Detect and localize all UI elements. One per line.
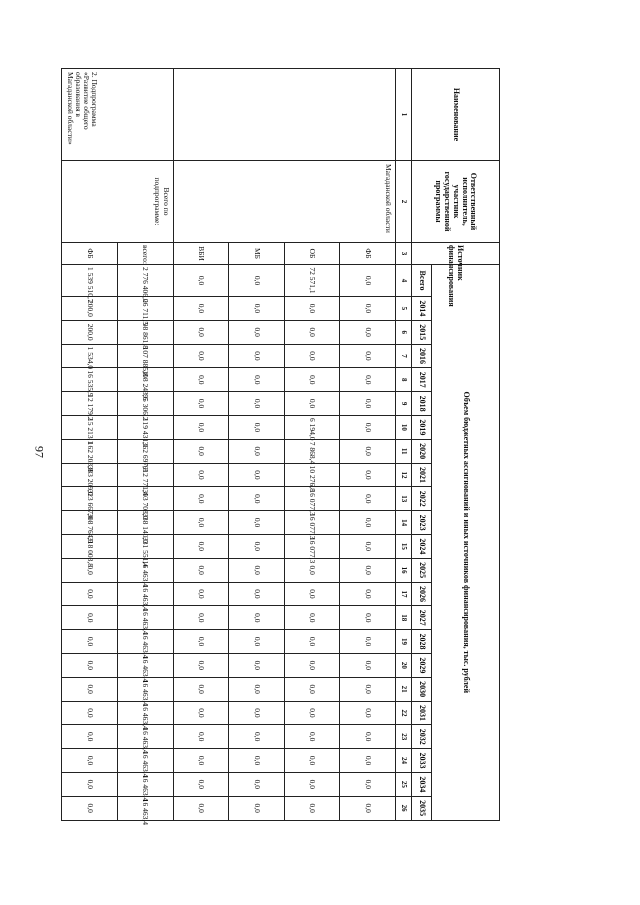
value-cell: 0,0 <box>340 297 396 321</box>
subprogram-cell: 2. Подпрограмма «Развитие общего образования в Магаданской области» <box>62 69 173 161</box>
financing-table <box>61 68 500 825</box>
value-cell: 0,0 <box>62 749 118 773</box>
total-cell: 2 776 406,0 <box>118 265 174 297</box>
header-col-number: 14 <box>396 511 412 535</box>
value-cell: 0,0 <box>173 677 229 701</box>
value-cell: 331 551,4 <box>118 534 174 558</box>
value-cell: 16 463,4 <box>118 796 174 820</box>
header-col-number: 19 <box>396 630 412 654</box>
value-cell: 0,0 <box>173 320 229 344</box>
value-cell: 0,0 <box>173 344 229 368</box>
value-cell: 0,0 <box>284 606 340 630</box>
value-cell: 0,0 <box>340 772 396 796</box>
header-col-number: 20 <box>396 653 412 677</box>
value-cell: 0,0 <box>284 392 340 416</box>
header-source: Источник финансирования <box>412 243 500 265</box>
value-cell: 318 003,8 <box>62 534 118 558</box>
source-cell: ВБИ <box>173 243 229 265</box>
header-year: 2030 <box>412 677 432 701</box>
value-cell: 0,0 <box>173 415 229 439</box>
value-cell: 0,0 <box>229 463 285 487</box>
value-cell: 0,0 <box>229 511 285 535</box>
value-cell: 10 276,8 <box>284 463 340 487</box>
value-cell: 0,0 <box>229 344 285 368</box>
value-cell: 0,0 <box>173 630 229 654</box>
executor-cell: Магаданской области <box>173 161 395 243</box>
value-cell: 0,0 <box>229 796 285 820</box>
header-col-number: 1 <box>396 69 412 161</box>
source-cell: ФБ <box>62 243 118 265</box>
header-col-number: 25 <box>396 772 412 796</box>
value-cell: 16 077,3 <box>284 534 340 558</box>
value-cell: 0,0 <box>229 320 285 344</box>
value-cell: 0,0 <box>284 368 340 392</box>
value-cell: 0,0 <box>173 725 229 749</box>
value-cell: 0,0 <box>340 511 396 535</box>
value-cell: 16 463,4 <box>118 630 174 654</box>
value-cell: 16 463,4 <box>118 725 174 749</box>
header-col-number: 8 <box>396 368 412 392</box>
header-year: 2033 <box>412 749 432 773</box>
value-cell: 162 203,8 <box>62 439 118 463</box>
header-year: 2015 <box>412 320 432 344</box>
value-cell: 0,0 <box>340 344 396 368</box>
value-cell: 0,0 <box>340 558 396 582</box>
value-cell: 0,0 <box>340 653 396 677</box>
value-cell: 16 463,4 <box>118 701 174 725</box>
source-cell: ФБ <box>340 243 396 265</box>
header-col-number: 18 <box>396 606 412 630</box>
value-cell: 16 463,4 <box>118 677 174 701</box>
value-cell: 0,0 <box>229 368 285 392</box>
value-cell: 1 534,0 <box>62 344 118 368</box>
value-cell: 16 463,4 <box>118 606 174 630</box>
value-cell: 0,0 <box>62 677 118 701</box>
header-year: 2016 <box>412 344 432 368</box>
value-cell: 0,0 <box>229 534 285 558</box>
value-cell: 0,0 <box>173 297 229 321</box>
header-name: Наименование <box>412 69 500 161</box>
value-cell: 6 194,0 <box>284 415 340 439</box>
value-cell: 0,0 <box>229 415 285 439</box>
value-cell: 0,0 <box>229 439 285 463</box>
header-year: 2026 <box>412 582 432 606</box>
header-volume: Объем бюджетных ассигнований и иных источников финансирования, тыс. рублей <box>432 265 500 821</box>
header-row-1 <box>432 69 500 821</box>
header-col-number: 12 <box>396 463 412 487</box>
value-cell: 0,0 <box>284 320 340 344</box>
value-cell: 0,0 <box>284 677 340 701</box>
value-cell: 108 243,6 <box>118 368 174 392</box>
value-cell: 16 077,3 <box>284 487 340 511</box>
value-cell: 612 771,4 <box>118 463 174 487</box>
header-year: 2014 <box>412 297 432 321</box>
total-cell: 72 571,1 <box>284 265 340 297</box>
header-col-number: 2 <box>396 161 412 243</box>
table-row <box>340 69 396 821</box>
value-cell: 0,0 <box>229 749 285 773</box>
header-col-number: 15 <box>396 534 412 558</box>
value-cell: 0,0 <box>340 701 396 725</box>
value-cell: 0,0 <box>62 725 118 749</box>
value-cell: 200,0 <box>62 297 118 321</box>
value-cell: 0,0 <box>340 606 396 630</box>
header-year: 2018 <box>412 392 432 416</box>
header-year: 2034 <box>412 772 432 796</box>
value-cell: 0,0 <box>173 772 229 796</box>
value-cell: 0,0 <box>340 392 396 416</box>
header-col-number: 23 <box>396 725 412 749</box>
value-cell: 0,0 <box>340 630 396 654</box>
total-label-cell: Всего по подпрограмме: <box>62 161 173 243</box>
value-cell: 7 868,4 <box>284 439 340 463</box>
value-cell: 0,0 <box>229 630 285 654</box>
value-cell: 0,0 <box>284 701 340 725</box>
header-total: Всего <box>412 265 432 297</box>
value-cell: 95 306,2 <box>118 392 174 416</box>
value-cell: 0,0 <box>173 558 229 582</box>
value-cell: 0,0 <box>173 653 229 677</box>
value-cell: 119 431,1 <box>118 415 174 439</box>
value-cell: 0,0 <box>340 415 396 439</box>
header-col-number: 4 <box>396 265 412 297</box>
value-cell: 0,0 <box>229 725 285 749</box>
header-col-number: 3 <box>396 243 412 265</box>
value-cell: 16 463,4 <box>118 772 174 796</box>
header-col-number: 5 <box>396 297 412 321</box>
value-cell: 0,0 <box>229 606 285 630</box>
header-col-number: 10 <box>396 415 412 439</box>
value-cell: 0,0 <box>229 653 285 677</box>
value-cell: 0,0 <box>62 796 118 820</box>
source-cell: МБ <box>229 243 285 265</box>
header-year: 2025 <box>412 558 432 582</box>
value-cell: 0,0 <box>284 725 340 749</box>
table-body <box>62 69 500 825</box>
header-col-number: 9 <box>396 392 412 416</box>
source-cell: ОБ <box>284 243 340 265</box>
header-year: 2021 <box>412 463 432 487</box>
value-cell: 0,0 <box>62 772 118 796</box>
total-cell: 0,0 <box>340 265 396 297</box>
value-cell: 0,0 <box>173 701 229 725</box>
value-cell: 323 667,0 <box>62 487 118 511</box>
value-cell: 16 535,9 <box>62 368 118 392</box>
value-cell: 0,0 <box>62 606 118 630</box>
header-year: 2035 <box>412 796 432 820</box>
total-cell: 0,0 <box>173 265 229 297</box>
value-cell: 0,0 <box>173 796 229 820</box>
value-cell: 338 140,0 <box>118 511 174 535</box>
header-year: 2029 <box>412 653 432 677</box>
value-cell: 0,0 <box>340 534 396 558</box>
header-year: 2020 <box>412 439 432 463</box>
header-col-number: 13 <box>396 487 412 511</box>
value-cell: 0,0 <box>229 677 285 701</box>
value-cell: 362 697,8 <box>118 439 174 463</box>
value-cell: 0,0 <box>229 392 285 416</box>
value-cell: 0,0 <box>62 558 118 582</box>
table-row <box>118 69 174 821</box>
value-cell: 0,0 <box>284 558 340 582</box>
header-year: 2017 <box>412 368 432 392</box>
header-col-number: 6 <box>396 320 412 344</box>
value-cell: 308 764,9 <box>62 511 118 535</box>
value-cell: 200,0 <box>62 320 118 344</box>
value-cell: 0,0 <box>62 630 118 654</box>
total-cell: 0,0 <box>229 265 285 297</box>
value-cell: 0,0 <box>284 772 340 796</box>
value-cell: 0,0 <box>284 653 340 677</box>
value-cell: 15 213,1 <box>62 415 118 439</box>
page-number: 97 <box>32 446 47 458</box>
value-cell: 0,0 <box>284 749 340 773</box>
value-cell: 16 463,4 <box>118 558 174 582</box>
value-cell: 0,0 <box>62 653 118 677</box>
value-cell: 0,0 <box>284 582 340 606</box>
header-col-number: 11 <box>396 439 412 463</box>
source-cell: всего: <box>118 243 174 265</box>
value-cell: 98 861,8 <box>118 320 174 344</box>
value-cell: 0,0 <box>340 320 396 344</box>
value-cell: 393 708,0 <box>118 487 174 511</box>
header-year: 2024 <box>412 534 432 558</box>
value-cell: 0,0 <box>340 487 396 511</box>
header-col-number: 26 <box>396 796 412 820</box>
header-year: 2027 <box>412 606 432 630</box>
value-cell: 0,0 <box>340 677 396 701</box>
rotated-table-wrapper <box>62 68 500 825</box>
value-cell: 0,0 <box>229 772 285 796</box>
header-col-number: 16 <box>396 558 412 582</box>
header-year: 2023 <box>412 511 432 535</box>
header-col-number: 21 <box>396 677 412 701</box>
value-cell: 16 077,3 <box>284 511 340 535</box>
value-cell: 0,0 <box>229 558 285 582</box>
value-cell: 0,0 <box>229 701 285 725</box>
value-cell: 0,0 <box>229 487 285 511</box>
value-cell: 26 711,5 <box>118 297 174 321</box>
value-cell: 0,0 <box>173 392 229 416</box>
value-cell: 0,0 <box>173 582 229 606</box>
value-cell: 0,0 <box>340 725 396 749</box>
total-cell: 1 539 510,7 <box>62 265 118 297</box>
header-year: 2028 <box>412 630 432 654</box>
value-cell: 0,0 <box>62 582 118 606</box>
value-cell: 0,0 <box>284 630 340 654</box>
value-cell: 0,0 <box>340 749 396 773</box>
value-cell: 16 463,4 <box>118 653 174 677</box>
value-cell: 0,0 <box>340 582 396 606</box>
value-cell: 16 463,4 <box>118 749 174 773</box>
header-year: 2032 <box>412 725 432 749</box>
header-executor: Ответственный исполнитель, участник государственной программы <box>412 161 500 243</box>
header-year: 2019 <box>412 415 432 439</box>
value-cell: 0,0 <box>229 582 285 606</box>
value-cell: 0,0 <box>173 606 229 630</box>
header-col-number: 22 <box>396 701 412 725</box>
value-cell: 0,0 <box>173 487 229 511</box>
header-col-number: 7 <box>396 344 412 368</box>
header-col-number: 17 <box>396 582 412 606</box>
value-cell: 16 463,4 <box>118 582 174 606</box>
value-cell: 107 885,8 <box>118 344 174 368</box>
header-year: 2022 <box>412 487 432 511</box>
header-row-numbers <box>396 69 412 821</box>
value-cell: 0,0 <box>340 463 396 487</box>
value-cell: 12 179,2 <box>62 392 118 416</box>
value-cell: 0,0 <box>284 297 340 321</box>
value-cell: 0,0 <box>340 439 396 463</box>
value-cell: 0,0 <box>340 796 396 820</box>
value-cell: 0,0 <box>62 701 118 725</box>
value-cell: 0,0 <box>284 344 340 368</box>
value-cell: 0,0 <box>340 368 396 392</box>
value-cell: 0,0 <box>173 463 229 487</box>
value-cell: 0,0 <box>284 796 340 820</box>
value-cell: 0,0 <box>173 534 229 558</box>
name-cell <box>173 69 395 161</box>
value-cell: 0,0 <box>173 511 229 535</box>
value-cell: 0,0 <box>173 439 229 463</box>
value-cell: 0,0 <box>229 297 285 321</box>
header-year: 2031 <box>412 701 432 725</box>
value-cell: 0,0 <box>173 749 229 773</box>
value-cell: 383 209,0 <box>62 463 118 487</box>
value-cell: 0,0 <box>173 368 229 392</box>
header-col-number: 24 <box>396 749 412 773</box>
